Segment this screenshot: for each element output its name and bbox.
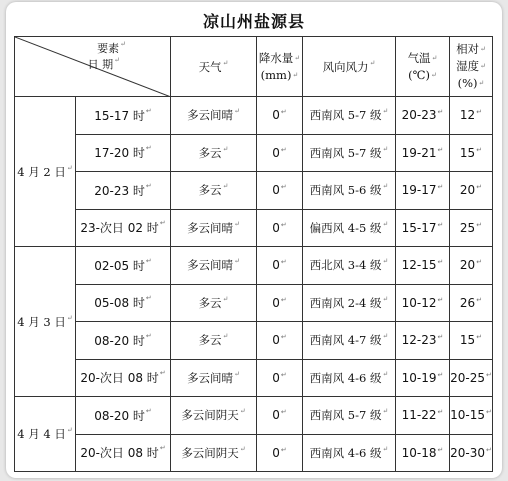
table-row (15, 97, 493, 135)
weather-cell: 多云 ↵ (171, 284, 257, 322)
temp-cell: 10-19 ↵ (396, 359, 450, 397)
temp-cell: 10-12 ↵ (396, 284, 450, 322)
humidity-cell: 20 ↵ (450, 172, 493, 210)
period-cell: 20-23 时 ↵ (76, 172, 171, 210)
wind-cell: 西南风 5-6 级 ↵ (303, 172, 396, 210)
wind-cell: 西南风 2-4 级 ↵ (303, 284, 396, 322)
precip-cell: 0 ↵ (257, 172, 303, 210)
weather-cell: 多云 ↵ (171, 134, 257, 172)
table-row (15, 284, 493, 322)
temp-cell: 20-23 ↵ (396, 97, 450, 135)
table-row (15, 172, 493, 210)
wind-cell: 西南风 4-7 级 ↵ (303, 322, 396, 360)
period-cell: 08-20 时 ↵ (76, 397, 171, 435)
wind-cell: 西南风 4-6 级 ↵ (303, 434, 396, 472)
period-cell: 20-次日 08 时 ↵ (76, 359, 171, 397)
humidity-cell: 26 ↵ (450, 284, 493, 322)
temp-cell: 12-15 ↵ (396, 247, 450, 285)
wind-cell: 西北风 3-4 级 ↵ (303, 247, 396, 285)
wind-cell: 西南风 5-7 级 ↵ (303, 397, 396, 435)
humidity-cell: 15 ↵ (450, 134, 493, 172)
humidity-cell: 25 ↵ (450, 209, 493, 247)
weather-cell: 多云间晴 ↵ (171, 97, 257, 135)
temp-cell: 10-18 ↵ (396, 434, 450, 472)
precip-cell: 0 ↵ (257, 397, 303, 435)
table-row (15, 134, 493, 172)
period-cell: 02-05 时 ↵ (76, 247, 171, 285)
corner-header-cell (15, 37, 171, 97)
wind-cell: 偏西风 4-5 级 ↵ (303, 209, 396, 247)
temp-cell: 11-22 ↵ (396, 397, 450, 435)
weather-forecast-table (14, 36, 493, 472)
precip-cell: 0 ↵ (257, 209, 303, 247)
wind-cell: 西南风 5-7 级 ↵ (303, 97, 396, 135)
precip-cell: 0 ↵ (257, 434, 303, 472)
weather-cell: 多云 ↵ (171, 322, 257, 360)
period-cell: 23-次日 02 时 ↵ (76, 209, 171, 247)
table-row (15, 322, 493, 360)
page-title: 凉山州盐源县 (202, 12, 305, 31)
temp-header: 气温 ↵ (℃) ↵ (396, 37, 450, 97)
humidity-header: 相对 ↵ 湿度 ↵ (%) ↵ (450, 37, 493, 97)
temp-cell: 19-17 ↵ (396, 172, 450, 210)
humidity-cell: 15 ↵ (450, 322, 493, 360)
weather-cell: 多云间阴天 ↵ (171, 434, 257, 472)
temp-cell: 12-23 ↵ (396, 322, 450, 360)
wind-cell: 西南风 5-7 级 ↵ (303, 134, 396, 172)
weather-cell: 多云间晴 ↵ (171, 247, 257, 285)
document-page (6, 2, 502, 478)
date-cell: 4 月 3 日 ↵ (15, 247, 76, 397)
table-row (15, 434, 493, 472)
weather-cell: 多云间晴 ↵ (171, 209, 257, 247)
weather-cell: 多云间阴天 ↵ (171, 397, 257, 435)
table-row (15, 359, 493, 397)
period-cell: 08-20 时 ↵ (76, 322, 171, 360)
corner-label-elements: 要素 ↵ (97, 40, 126, 56)
precip-cell: 0 ↵ (257, 134, 303, 172)
period-cell: 15-17 时 ↵ (76, 97, 171, 135)
precip-cell: 0 ↵ (257, 247, 303, 285)
period-cell: 17-20 时 ↵ (76, 134, 171, 172)
table-row (15, 209, 493, 247)
humidity-cell: 12 ↵ (450, 97, 493, 135)
precip-header: 降水量 ↵ (mm) ↵ (257, 37, 303, 97)
weather-cell: 多云间晴 ↵ (171, 359, 257, 397)
precip-cell: 0 ↵ (257, 97, 303, 135)
period-cell: 20-次日 08 时 ↵ (76, 434, 171, 472)
table-row (15, 397, 493, 435)
table-header-row (15, 37, 493, 97)
precip-cell: 0 ↵ (257, 322, 303, 360)
weather-header: 天气 ↵ (171, 37, 257, 97)
wind-header: 风向风力 ↵ (303, 37, 396, 97)
humidity-cell: 20-30 ↵ (450, 434, 493, 472)
humidity-cell: 20-25 ↵ (450, 359, 493, 397)
precip-cell: 0 ↵ (257, 284, 303, 322)
humidity-cell: 20 ↵ (450, 247, 493, 285)
period-cell: 05-08 时 ↵ (76, 284, 171, 322)
table-row (15, 247, 493, 285)
humidity-cell: 10-15 ↵ (450, 397, 493, 435)
temp-cell: 19-21 ↵ (396, 134, 450, 172)
precip-cell: 0 ↵ (257, 359, 303, 397)
wind-cell: 西南风 4-6 级 ↵ (303, 359, 396, 397)
temp-cell: 15-17 ↵ (396, 209, 450, 247)
date-cell: 4 月 4 日 ↵ (15, 397, 76, 472)
weather-cell: 多云 ↵ (171, 172, 257, 210)
date-cell: 4 月 2 日 ↵ (15, 97, 76, 247)
corner-label-date: 日 期 ↵ (88, 56, 120, 72)
